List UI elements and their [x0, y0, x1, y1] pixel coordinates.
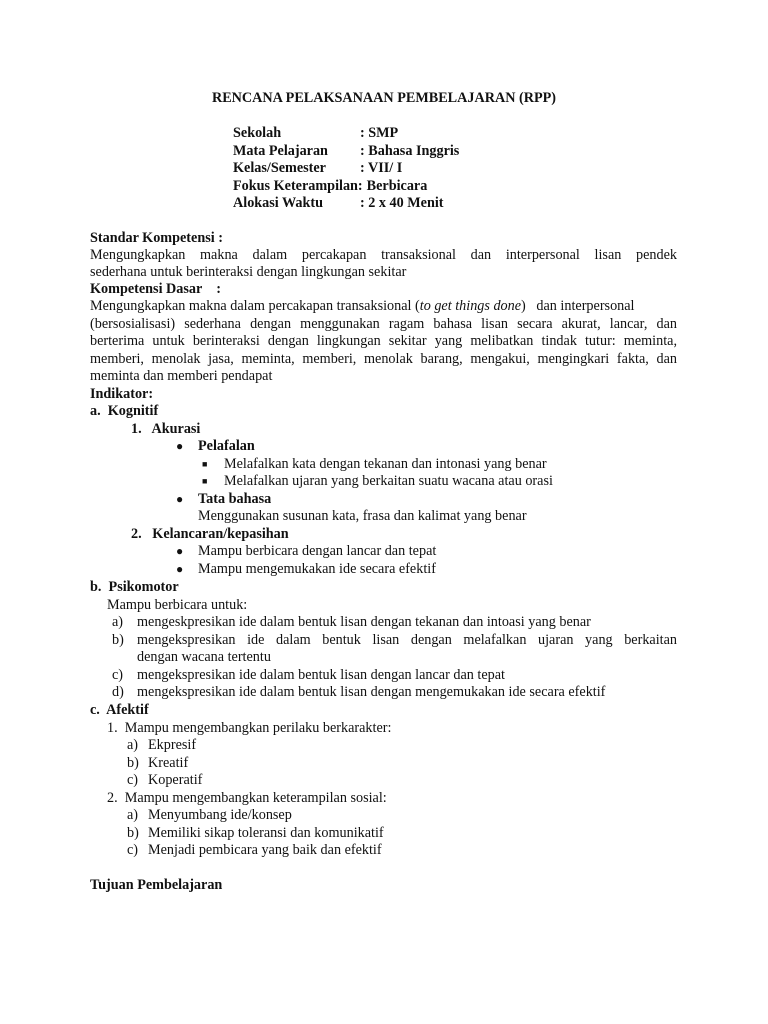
- kelancaran-item: Mampu mengemukakan ide secara efektif: [198, 561, 436, 577]
- pelafalan-item: Melafalkan ujaran yang berkaitan suatu wacana atau orasi: [224, 473, 553, 489]
- info-row-sekolah: [233, 125, 459, 143]
- list-marker: d): [112, 684, 124, 700]
- bullet-disc-icon: ●: [176, 439, 184, 453]
- info-row-alokasi: [233, 195, 459, 213]
- bullet-square-icon: ■: [202, 476, 208, 486]
- sk-line-2: sederhana untuk berinteraksi dengan lingkungan sekitar: [90, 264, 407, 280]
- bullet-square-icon: ■: [202, 459, 208, 469]
- info-label: Fokus Keterampilan:: [233, 177, 363, 194]
- kd-line-1-italic: to get things done: [419, 298, 522, 314]
- list-marker: b): [127, 825, 139, 841]
- afektif-item: Menyumbang ide/konsep: [148, 807, 292, 823]
- kd-line-5: meminta dan memberi pendapat: [90, 368, 273, 384]
- bullet-disc-icon: ●: [176, 544, 184, 558]
- afektif-item: Kreatif: [148, 755, 189, 771]
- psikomotor-item: mengekspresikan ide dalam bentuk lisan dengan melafalkan ujaran yang berkaitan: [137, 632, 677, 648]
- afektif-item: Memiliki sikap toleransi dan komunikatif: [148, 825, 384, 841]
- info-block: [233, 125, 459, 213]
- tujuan-heading: Tujuan Pembelajaran: [90, 877, 223, 893]
- afektif-label: c. Afektif: [90, 702, 149, 718]
- psikomotor-item: mengeskpresikan ide dalam bentuk lisan dengan tekanan dan intoasi yang benar: [137, 614, 591, 630]
- info-row-kelas: [233, 160, 459, 178]
- sk-heading: Standar Kompetensi :: [90, 230, 223, 246]
- tatabahasa-label: Tata bahasa: [198, 491, 272, 507]
- info-label: Sekolah: [233, 125, 282, 141]
- psikomotor-item: mengekspresikan ide dalam bentuk lisan dengan lancar dan tepat: [137, 667, 505, 683]
- psikomotor-intro: Mampu berbicara untuk:: [107, 597, 248, 613]
- afektif-group-1: 1. Mampu mengembangkan perilaku berkarakter:: [107, 720, 392, 736]
- psikomotor-item: mengekspresikan ide dalam bentuk lisan dengan mengemukakan ide secara efektif: [137, 684, 606, 700]
- kd-line-1: [90, 298, 635, 316]
- afektif-group-2: 2. Mampu mengembangkan keterampilan sosial:: [107, 790, 387, 806]
- info-label: Mata Pelajaran: [233, 142, 328, 159]
- info-value: : 2 x 40 Menit: [360, 195, 444, 211]
- bullet-disc-icon: ●: [176, 492, 184, 506]
- list-marker: c): [112, 667, 124, 683]
- info-value: Berbicara: [366, 177, 428, 194]
- psikomotor-label: b. Psikomotor: [90, 579, 179, 595]
- indikator-heading: Indikator:: [90, 386, 154, 402]
- info-value: : SMP: [360, 125, 399, 141]
- kd-line-2: (bersosialisasi) sederhana dengan menggunakan ragam bahasa lisan secara akurat, lancar, dan: [90, 316, 677, 332]
- info-value: : Bahasa Inggris: [360, 142, 460, 159]
- psikomotor-item-cont: dengan wacana tertentu: [137, 649, 271, 665]
- list-marker: c): [127, 772, 139, 788]
- akurasi-label: 1. Akurasi: [131, 421, 201, 437]
- list-marker: b): [112, 632, 124, 648]
- kd-line-1-post: ) dan interpersonal: [521, 298, 635, 314]
- list-marker: b): [127, 755, 139, 771]
- sk-line-1: Mengungkapkan makna dalam percakapan transaksional dan interpersonal lisan pendek: [90, 247, 677, 263]
- info-row-fokus: [233, 178, 459, 196]
- document-title: RENCANA PELAKSANAAN PEMBELAJARAN (RPP): [211, 90, 557, 106]
- kelancaran-label: 2. Kelancaran/kepasihan: [131, 526, 289, 542]
- bullet-disc-icon: ●: [176, 562, 184, 576]
- pelafalan-label: Pelafalan: [198, 438, 255, 454]
- list-marker: a): [127, 807, 139, 823]
- kognitif-label: a. Kognitif: [90, 403, 159, 419]
- afektif-item: Ekpresif: [148, 737, 197, 753]
- info-label: Alokasi Waktu: [233, 195, 324, 211]
- info-row-mapel: [233, 143, 459, 161]
- afektif-item: Menjadi pembicara yang baik dan efektif: [148, 842, 382, 858]
- tatabahasa-text: Menggunakan susunan kata, frasa dan kalimat yang benar: [198, 508, 527, 524]
- info-value: : VII/ I: [360, 160, 403, 176]
- kd-heading: Kompetensi Dasar :: [90, 281, 221, 297]
- list-marker: c): [127, 842, 139, 858]
- kelancaran-item: Mampu berbicara dengan lancar dan tepat: [198, 543, 437, 559]
- list-marker: a): [112, 614, 124, 630]
- list-marker: a): [127, 737, 139, 753]
- kd-line-1-pre: Mengungkapkan makna dalam percakapan transaksional (: [90, 298, 420, 314]
- kd-line-4: memberi, menolak jasa, meminta, memberi, menolak barang, mengakui, mengingkari fakta, dan: [90, 351, 677, 367]
- kd-line-3: berterima untuk berinteraksi dengan lingkungan sekitar yang melibatkan tindak tutur: meminta,: [90, 333, 677, 349]
- afektif-item: Koperatif: [148, 772, 203, 788]
- info-label: Kelas/Semester: [233, 160, 326, 176]
- pelafalan-item: Melafalkan kata dengan tekanan dan intonasi yang benar: [224, 456, 547, 472]
